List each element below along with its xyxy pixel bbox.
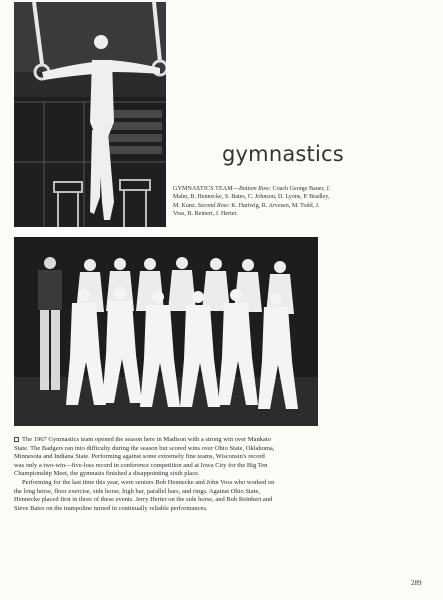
caption-second-row-label: Second Row: <box>197 202 230 209</box>
article-paragraph-2: Performing for the last time this year, were seniors Bob Hennecke and John Voss who worked on the long horse, floor exercise, side horse, high bar, parallel bars, and rings. Against Ohio State, Hennecke placed first in three of these events. Jerry Herter on the side horse, and Bob Reinhert and Steve Bates on the trampoline turned in continually reliable performances. <box>14 478 275 512</box>
page-number: 289 <box>411 579 422 587</box>
caption-bottom-row-names: Coach George Bauer, J. Mahn, B. Hennecke, S. Bates, C. Johnson, D. Lyons, P. Bradley, M. Kunz. <box>173 186 331 209</box>
rings-gymnast-photo <box>14 2 166 227</box>
section-title: gymnastics <box>222 142 344 166</box>
caption-second-row-names: K. Hartwig, R. Arvesen, M. Todd, J. Voss, B. Reinert, J. Herter. <box>173 202 320 217</box>
caption-lead: GYMNASTICS TEAM— <box>173 186 239 192</box>
article-body <box>14 436 276 513</box>
article-paragraph <box>14 436 276 479</box>
team-group-photo <box>14 237 318 426</box>
article-paragraph-1-text: The 1967 Gymnastics team opened the season here in Madison with a strong win over Mankato State. The Badgers ran into difficulty during the season but scored wins over Ohio State, Oklahoma, Minnesota and Indiana State. Performing against some extremely fine teams, Wisconsin's record was only a two-win—five-loss record in conference competition and at Iowa City for the Big Ten Championship Meet, the gymnasts finished a disappointing sixth place. <box>14 436 275 478</box>
paragraph-marker-box <box>14 437 19 442</box>
caption-bottom-row-label: Bottom Row: <box>239 186 271 192</box>
team-caption <box>173 185 333 218</box>
